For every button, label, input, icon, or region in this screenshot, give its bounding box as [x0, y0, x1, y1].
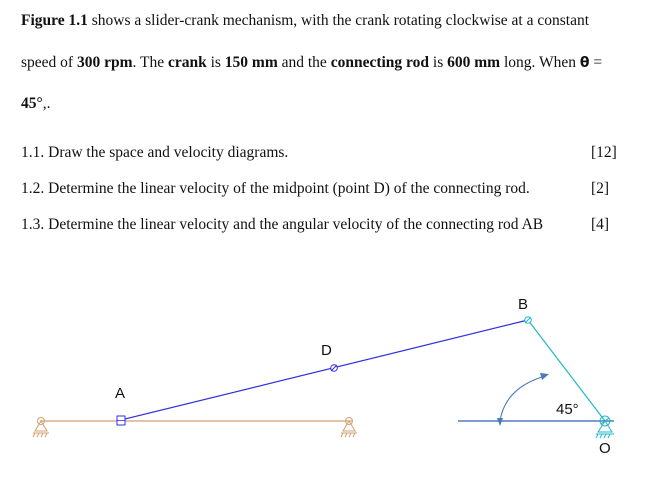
problem-text: and the	[277, 54, 331, 71]
problem-text: is	[429, 54, 448, 71]
label-angle: 45°	[556, 401, 579, 418]
label-b: B	[518, 296, 529, 313]
pivot-o-support	[596, 416, 614, 438]
problem-text: speed of	[21, 54, 77, 71]
rod-length: 600 mm	[447, 54, 501, 71]
rod-term: connecting rod	[330, 54, 430, 71]
question-1: 1.1. Draw the space and velocity diagrams.	[21, 144, 289, 161]
speed-value: 300 rpm	[76, 54, 133, 71]
problem-text: . The	[132, 54, 168, 71]
angle-arc	[500, 376, 545, 421]
question-3: 1.3. Determine the linear velocity and the angular velocity of the connecting rod AB	[21, 216, 544, 233]
arc-arrowhead-bottom	[497, 418, 503, 426]
problem-text: is	[206, 54, 225, 71]
theta-symbol: θ	[579, 55, 590, 71]
label-a: A	[115, 385, 126, 402]
joint-d	[331, 365, 338, 372]
label-d: D	[321, 342, 332, 359]
figure-reference: Figure 1.1	[21, 12, 88, 29]
label-o: O	[599, 440, 611, 457]
angle-value: 45°	[21, 95, 43, 112]
joint-b	[525, 317, 532, 324]
problem-text: shows a slider-crank mechanism, with the crank rotating clockwise at a constant	[87, 12, 590, 29]
arc-arrowhead-top	[540, 373, 549, 380]
problem-text: long. When	[500, 54, 580, 71]
question-2-marks: [2]	[591, 180, 610, 197]
question-1-marks: [12]	[591, 144, 617, 161]
question-3-marks: [4]	[591, 216, 610, 233]
question-2: 1.2. Determine the linear velocity of the midpoint (point D) of the connecting rod.	[21, 180, 530, 197]
problem-text: ,.	[42, 95, 51, 112]
problem-text: =	[589, 54, 603, 71]
connecting-rod	[121, 320, 528, 420]
crank-term: crank	[167, 54, 207, 71]
crank-length: 150 mm	[224, 54, 278, 71]
